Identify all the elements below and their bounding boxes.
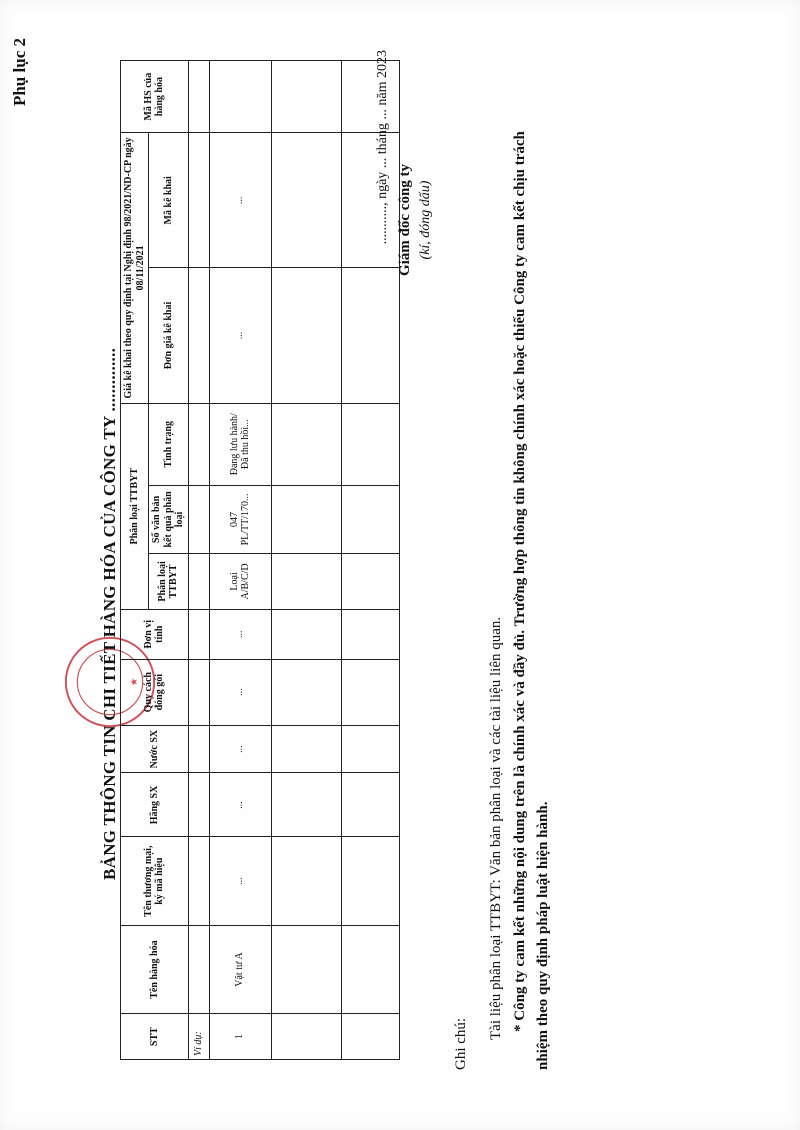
table-cell — [271, 1014, 341, 1060]
cell-doc-number: 047 PL/TT/170... — [209, 485, 271, 553]
cell-declaration-code: ... — [209, 133, 271, 268]
example-label-row — [188, 61, 209, 1060]
table-cell — [188, 485, 209, 553]
table-cell — [188, 268, 209, 403]
cell-packaging: ... — [209, 659, 271, 725]
table-cell — [271, 485, 341, 553]
table-cell — [341, 837, 399, 925]
header-country: Nước SX — [121, 725, 189, 773]
table-cell — [271, 268, 341, 403]
note-line-1: Tài liệu phân loại TTBYT: Văn bản phân loại và các tài liệu liên quan. — [488, 616, 505, 1040]
table-cell — [341, 725, 399, 773]
table-cell — [188, 609, 209, 659]
signature-date-line: ..........., ngày ... tháng ... năm 2023 — [375, 50, 390, 245]
header-unit: Đơn vị tính — [121, 609, 189, 659]
table-cell — [188, 133, 209, 268]
signature-subtitle: (kí, đóng dấu) — [418, 180, 433, 260]
table-header-row-1 — [121, 61, 149, 1060]
table-cell — [188, 403, 209, 485]
table-cell — [188, 725, 209, 773]
table-cell — [188, 925, 209, 1013]
appendix-label: Phụ lục 2 — [10, 38, 29, 107]
table-cell — [188, 553, 209, 609]
cell-status: Đang lưu hành/ Đã thu hồi... — [209, 403, 271, 485]
header-manufacturer: Hãng SX — [121, 773, 189, 837]
table-cell — [341, 925, 399, 1013]
table-row — [209, 61, 271, 1060]
cell-classification: Loại A/B/C/D — [209, 553, 271, 609]
table-cell — [341, 609, 399, 659]
document-title: BẢNG THÔNG TIN CHI TIẾT HÀNG HÓA CỦA CÔNG TY .............. — [100, 347, 119, 880]
cell-unit: ... — [209, 609, 271, 659]
table-cell — [271, 773, 341, 837]
table-cell — [188, 773, 209, 837]
header-declared-unit-price: Đơn giá kê khai — [149, 268, 189, 403]
cell-stt: 1 — [209, 1014, 271, 1060]
signature-block — [375, 50, 434, 390]
header-declaration-code: Mã kê khai — [149, 133, 189, 268]
header-trade-name: Tên thương mại, ký mã hiệu — [121, 837, 189, 925]
table-cell — [188, 659, 209, 725]
example-label: Ví dụ: — [188, 1014, 209, 1060]
table-cell — [271, 403, 341, 485]
signature-title: Giám đốc công ty — [397, 163, 413, 277]
table-cell — [341, 485, 399, 553]
goods-detail-table — [120, 60, 400, 1060]
header-doc-number: Số văn bản kết quả phân loại — [149, 485, 189, 553]
header-product-name: Tên hàng hóa — [121, 925, 189, 1013]
header-classification: Phân loại TTBYT — [149, 553, 189, 609]
table-cell — [271, 61, 341, 133]
header-classification-group: Phân loại TTBYT — [121, 403, 149, 609]
table-cell — [271, 133, 341, 268]
table-cell — [188, 837, 209, 925]
table-cell — [188, 61, 209, 133]
table-cell — [271, 837, 341, 925]
cell-hs-code — [209, 61, 271, 133]
table-cell — [271, 725, 341, 773]
table-cell — [271, 925, 341, 1013]
cell-manufacturer: ... — [209, 773, 271, 837]
header-declared-price-group: Giá kê khai theo quy định tại Nghị định 98/2021/ND-CP ngày 08/11/2021 — [121, 133, 149, 403]
note-line-2: * Công ty cam kết những nội dung trên là chính xác và đầy đủ. Trường hợp thông tin không chính xác hoặc thiếu Công ty cam kết chịu trách nhiệm theo quy định pháp luật hiện hành. — [511, 131, 551, 1070]
cell-declared-unit-price: ... — [209, 268, 271, 403]
table-cell — [271, 659, 341, 725]
table-cell — [341, 773, 399, 837]
table-cell — [341, 659, 399, 725]
stamp-star: ★ — [128, 677, 140, 687]
header-stt: STT — [121, 1014, 189, 1060]
table-cell — [271, 609, 341, 659]
header-hs-code: Mã HS của hàng hóa — [121, 61, 189, 133]
table-cell — [341, 553, 399, 609]
header-packaging: Quy cách đóng gói — [121, 659, 189, 725]
notes-label: Ghi chú: — [453, 1017, 469, 1070]
notes-section — [450, 90, 555, 1070]
cell-trade-name: ... — [209, 837, 271, 925]
table-cell — [341, 1014, 399, 1060]
cell-product-name: Vật tư A — [209, 925, 271, 1013]
table-row — [271, 61, 341, 1060]
cell-country: ... — [209, 725, 271, 773]
table-cell — [271, 553, 341, 609]
header-status: Tình trạng — [149, 403, 189, 485]
table-cell — [341, 403, 399, 485]
